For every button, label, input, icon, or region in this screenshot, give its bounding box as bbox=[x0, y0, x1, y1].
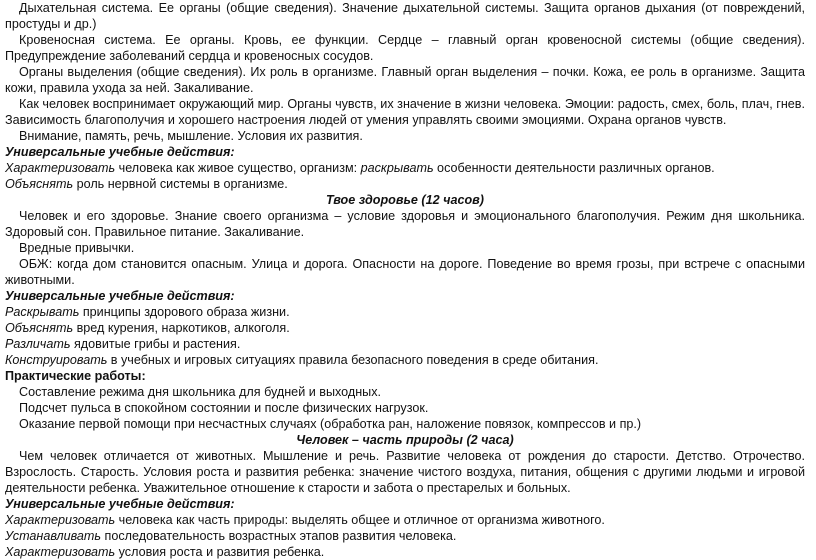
practical-item: Оказание первой помощи при несчастных случаях (обработка ран, наложение повязок, компрессов и пр.) bbox=[19, 417, 642, 431]
section-title-health: Твое здоровье (12 часов) bbox=[326, 193, 484, 207]
paragraph-excretory: Органы выделения (общие сведения). Их роль в организме. Главный орган выделения – почки. Кожа, ее роль в организме. Защита кожи, правила ухода за ней. Закаливание. bbox=[5, 65, 805, 95]
action-line: Раскрывать принципы здорового образа жизни. bbox=[5, 305, 290, 319]
paragraph-human-animals: Чем человек отличается от животных. Мышление и речь. Развитие человека от рождения до старости. Детство. Отрочество. Взрослость. Старость. Условия роста и развития ребенка: значение чистого воздуха, питания, общения с другими людьми и игровой деятельности ребенка. Уважительное отношение к старости и забота о престарелых и больных. bbox=[5, 449, 805, 495]
action-line: Характеризовать условия роста и развития ребенка. bbox=[5, 545, 325, 559]
paragraph-habits: Вредные привычки. bbox=[19, 241, 135, 255]
practical-heading: Практические работы: bbox=[5, 369, 146, 383]
action-line: Устанавливать последовательность возрастных этапов развития человека. bbox=[5, 529, 457, 543]
action-line: Характеризовать человека как часть природы: выделять общее и отличное от организма животного. bbox=[5, 513, 605, 527]
action-line: Характеризовать человека как живое существо, организм: раскрывать особенности деятельности различных органов. bbox=[5, 161, 715, 175]
paragraph-obzh: ОБЖ: когда дом становится опасным. Улица и дорога. Опасности на дороге. Поведение во время грозы, при встрече с опасными животными. bbox=[5, 257, 805, 287]
practical-item: Составление режима дня школьника для будней и выходных. bbox=[19, 385, 382, 399]
section-title-human-nature: Человек – часть природы (2 часа) bbox=[296, 433, 514, 447]
uud-heading-2: Универсальные учебные действия: bbox=[5, 289, 235, 303]
paragraph-circulatory: Кровеносная система. Ее органы. Кровь, ее функции. Сердце – главный орган кровеносной системы (общие сведения). Предупреждение заболеваний сердца и кровеносных сосудов. bbox=[5, 33, 805, 63]
paragraph-attention: Внимание, память, речь, мышление. Условия их развития. bbox=[19, 129, 363, 143]
paragraph-respiratory: Дыхательная система. Ее органы (общие сведения). Значение дыхательной системы. Защита органов дыхания (от повреждений, простуды и др.) bbox=[5, 1, 805, 31]
action-line: Различать ядовитые грибы и растения. bbox=[5, 337, 241, 351]
paragraph-senses: Как человек воспринимает окружающий мир. Органы чувств, их значение в жизни человека. Эмоции: радость, смех, боль, плач, гнев. Зависимость благополучия и хорошего настроения людей от умения управлять своими эмоциями. Охрана органов чувств. bbox=[5, 97, 805, 127]
uud-heading-1: Универсальные учебные действия: bbox=[5, 145, 235, 159]
uud-heading-3: Универсальные учебные действия: bbox=[5, 497, 235, 511]
action-line: Конструировать в учебных и игровых ситуациях правила безопасного поведения в среде обитания. bbox=[5, 353, 599, 367]
paragraph-health: Человек и его здоровье. Знание своего организма – условие здоровья и эмоционального благополучия. Режим дня школьника. Здоровый сон. Правильное питание. Закаливание. bbox=[5, 209, 805, 239]
action-line: Объяснять роль нервной системы в организме. bbox=[5, 177, 288, 191]
practical-item: Подсчет пульса в спокойном состоянии и после физических нагрузок. bbox=[19, 401, 429, 415]
action-line: Объяснять вред курения, наркотиков, алкоголя. bbox=[5, 321, 290, 335]
